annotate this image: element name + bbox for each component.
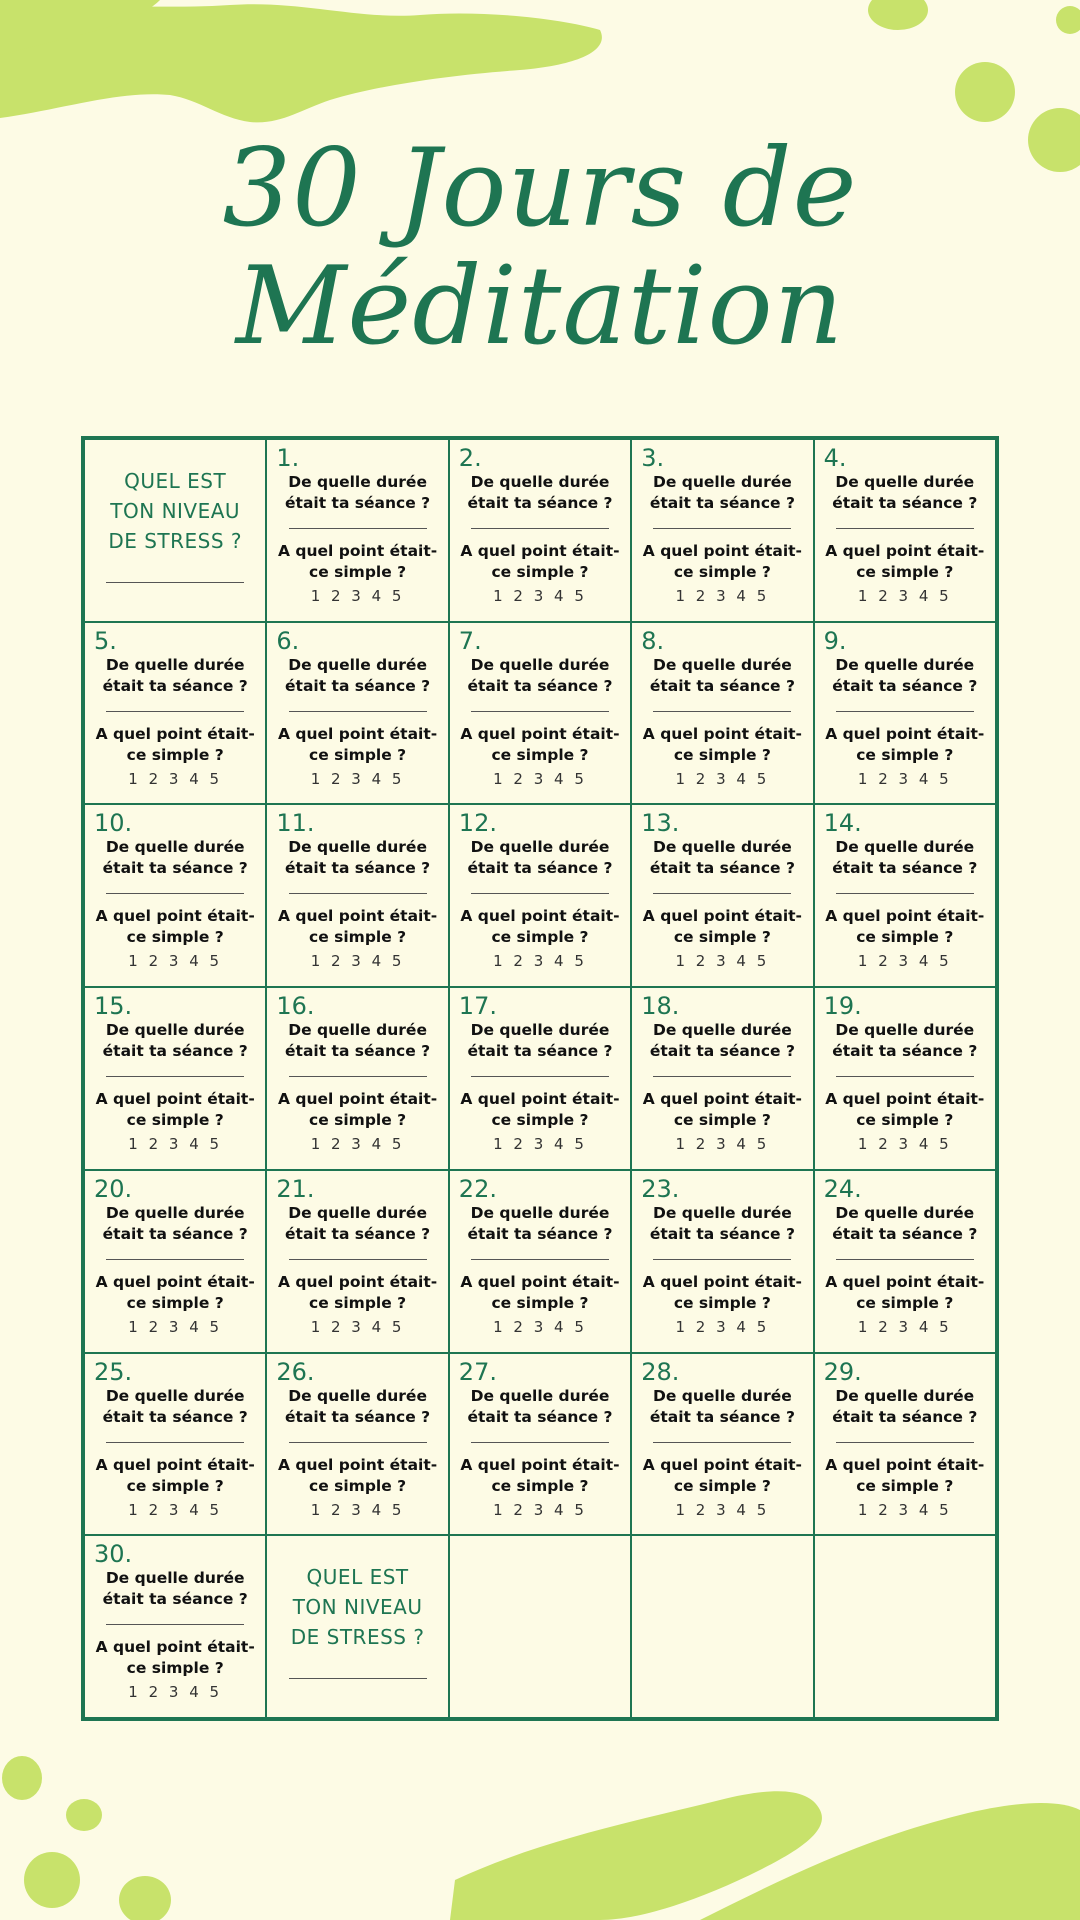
day-cell — [631, 987, 813, 1170]
day-number: 12. — [458, 809, 497, 838]
answer-line[interactable] — [106, 1624, 244, 1625]
answer-line[interactable] — [471, 893, 609, 894]
rating-scale[interactable]: 1 2 3 4 5 — [128, 1317, 223, 1336]
answer-line[interactable] — [653, 1442, 791, 1443]
answer-line[interactable] — [106, 1442, 244, 1443]
answer-line[interactable] — [653, 1076, 791, 1077]
question-simple: A quel point était-ce simple ? — [642, 542, 802, 581]
rating-scale[interactable]: 1 2 3 4 5 — [310, 952, 405, 971]
rating-scale[interactable]: 1 2 3 4 5 — [857, 1500, 952, 1519]
rating-scale[interactable]: 1 2 3 4 5 — [493, 1500, 587, 1519]
question-simple: A quel point était-ce simple ? — [642, 724, 802, 764]
rating-scale[interactable]: 1 2 3 4 5 — [857, 587, 952, 605]
question-duration: De quelle durée était ta séance ? — [102, 1021, 248, 1061]
day-number: 1. — [276, 444, 300, 472]
question-simple: A quel point était-ce simple ? — [460, 542, 620, 581]
day-cell — [814, 1170, 996, 1353]
rating-scale[interactable]: 1 2 3 4 5 — [310, 587, 405, 605]
day-cell — [84, 1535, 266, 1718]
day-number: 14. — [823, 809, 862, 838]
question-duration: De quelle durée était ta séance ? — [649, 1386, 795, 1426]
question-simple: A quel point était-ce simple ? — [278, 907, 438, 947]
meditation-tracker-grid — [81, 436, 999, 1721]
question-duration: De quelle durée était ta séance ? — [102, 1569, 248, 1609]
day-cell — [266, 804, 448, 987]
rating-scale[interactable]: 1 2 3 4 5 — [493, 952, 587, 971]
day-cell — [449, 987, 631, 1170]
answer-line[interactable] — [836, 1442, 974, 1443]
day-cell — [266, 439, 448, 622]
question-duration: De quelle durée était ta séance ? — [832, 1203, 978, 1243]
answer-line[interactable] — [471, 1076, 609, 1077]
question-duration: De quelle durée était ta séance ? — [285, 1021, 431, 1061]
rating-scale[interactable]: 1 2 3 4 5 — [128, 1135, 223, 1154]
page-title — [0, 126, 1080, 369]
answer-line[interactable] — [106, 711, 244, 712]
answer-line[interactable] — [106, 1259, 244, 1260]
rating-scale[interactable]: 1 2 3 4 5 — [675, 769, 770, 788]
question-duration: De quelle durée était ta séance ? — [102, 1386, 248, 1426]
question-duration: De quelle durée était ta séance ? — [832, 1386, 978, 1426]
rating-scale[interactable]: 1 2 3 4 5 — [675, 1135, 770, 1154]
day-number: 16. — [276, 992, 315, 1021]
question-simple: A quel point était-ce simple ? — [95, 1455, 255, 1495]
day-number: 28. — [641, 1357, 680, 1386]
answer-line[interactable] — [289, 1259, 427, 1260]
answer-line[interactable] — [289, 1442, 427, 1443]
rating-scale[interactable]: 1 2 3 4 5 — [493, 587, 587, 605]
rating-scale[interactable]: 1 2 3 4 5 — [857, 952, 952, 971]
answer-line[interactable] — [289, 711, 427, 712]
rating-scale[interactable]: 1 2 3 4 5 — [857, 1135, 952, 1154]
day-number: 6. — [276, 626, 300, 655]
day-number: 21. — [276, 1174, 315, 1203]
question-simple: A quel point était-ce simple ? — [460, 1272, 620, 1312]
question-duration: De quelle durée était ta séance ? — [649, 655, 795, 695]
day-cell — [631, 1353, 813, 1536]
question-simple: A quel point était-ce simple ? — [95, 1638, 255, 1678]
stress-label: QUEL EST TON NIVEAU DE STRESS ? — [108, 469, 243, 553]
day-cell — [814, 987, 996, 1170]
question-duration: De quelle durée était ta séance ? — [285, 655, 431, 695]
day-cell — [631, 439, 813, 622]
question-simple: A quel point était-ce simple ? — [825, 907, 985, 947]
rating-scale[interactable]: 1 2 3 4 5 — [128, 952, 223, 971]
question-duration: De quelle durée était ta séance ? — [467, 838, 613, 878]
answer-line[interactable] — [653, 528, 791, 529]
question-simple: A quel point était-ce simple ? — [642, 1272, 802, 1312]
question-duration: De quelle durée était ta séance ? — [467, 655, 613, 695]
question-simple: A quel point était-ce simple ? — [825, 1455, 985, 1495]
day-cell — [449, 804, 631, 987]
day-number: 23. — [641, 1174, 680, 1203]
answer-line[interactable] — [836, 893, 974, 894]
answer-line[interactable] — [471, 711, 609, 712]
answer-line[interactable] — [653, 1259, 791, 1260]
day-number: 3. — [641, 444, 665, 472]
stress-label: QUEL EST TON NIVEAU DE STRESS ? — [290, 1565, 425, 1650]
answer-line[interactable] — [471, 528, 609, 529]
answer-line[interactable] — [836, 711, 974, 712]
question-simple: A quel point était-ce simple ? — [825, 1090, 985, 1130]
day-cell — [84, 622, 266, 805]
answer-line[interactable] — [289, 528, 427, 529]
question-simple: A quel point était-ce simple ? — [825, 1272, 985, 1312]
answer-line[interactable] — [106, 893, 244, 894]
day-cell — [631, 622, 813, 805]
question-simple: A quel point était-ce simple ? — [460, 724, 620, 764]
rating-scale[interactable]: 1 2 3 4 5 — [675, 1500, 770, 1519]
question-duration: De quelle durée était ta séance ? — [649, 473, 795, 512]
question-simple: A quel point était-ce simple ? — [642, 907, 802, 947]
question-simple: A quel point était-ce simple ? — [642, 1455, 802, 1495]
question-duration: De quelle durée était ta séance ? — [102, 1203, 248, 1243]
day-number: 11. — [276, 809, 315, 838]
question-simple: A quel point était-ce simple ? — [95, 907, 255, 947]
rating-scale[interactable]: 1 2 3 4 5 — [493, 1135, 587, 1154]
question-duration: De quelle durée était ta séance ? — [285, 1386, 431, 1426]
question-duration: De quelle durée était ta séance ? — [285, 473, 431, 512]
answer-line[interactable] — [471, 1259, 609, 1260]
day-cell — [814, 439, 996, 622]
answer-line[interactable] — [106, 1076, 244, 1077]
day-number: 10. — [94, 809, 133, 838]
answer-line[interactable] — [289, 1678, 427, 1679]
day-cell — [631, 804, 813, 987]
stress-level-end — [266, 1535, 448, 1718]
question-simple: A quel point était-ce simple ? — [95, 724, 255, 764]
question-simple: A quel point était-ce simple ? — [460, 1455, 620, 1495]
rating-scale[interactable]: 1 2 3 4 5 — [675, 587, 770, 605]
day-number: 26. — [276, 1357, 315, 1386]
answer-line[interactable] — [471, 1442, 609, 1443]
day-cell — [814, 804, 996, 987]
day-cell — [266, 622, 448, 805]
rating-scale[interactable]: 1 2 3 4 5 — [310, 1135, 405, 1154]
rating-scale[interactable]: 1 2 3 4 5 — [857, 769, 952, 788]
title-line-2: Méditation — [235, 244, 845, 369]
answer-line[interactable] — [836, 1076, 974, 1077]
question-simple: A quel point était-ce simple ? — [460, 1090, 620, 1130]
question-duration: De quelle durée était ta séance ? — [467, 473, 613, 512]
day-number: 17. — [458, 992, 497, 1021]
day-cell — [84, 1353, 266, 1536]
empty-cell — [631, 1535, 813, 1718]
day-number: 22. — [458, 1174, 497, 1203]
question-simple: A quel point était-ce simple ? — [278, 1272, 438, 1312]
answer-line[interactable] — [653, 711, 791, 712]
rating-scale[interactable]: 1 2 3 4 5 — [128, 1500, 223, 1519]
empty-cell — [449, 1535, 631, 1718]
rating-scale[interactable]: 1 2 3 4 5 — [128, 1683, 223, 1702]
answer-line[interactable] — [106, 582, 244, 583]
day-number: 7. — [458, 626, 482, 655]
question-simple: A quel point était-ce simple ? — [95, 1090, 255, 1130]
day-cell — [266, 1353, 448, 1536]
answer-line[interactable] — [289, 1076, 427, 1077]
empty-cell — [814, 1535, 996, 1718]
question-duration: De quelle durée était ta séance ? — [467, 1021, 613, 1061]
day-cell — [631, 1170, 813, 1353]
question-duration: De quelle durée était ta séance ? — [649, 1021, 795, 1061]
question-duration: De quelle durée était ta séance ? — [102, 655, 248, 695]
question-duration: De quelle durée était ta séance ? — [649, 1203, 795, 1243]
day-cell — [449, 622, 631, 805]
question-simple: A quel point était-ce simple ? — [642, 1090, 802, 1130]
answer-line[interactable] — [836, 528, 974, 529]
day-cell — [266, 987, 448, 1170]
day-cell — [84, 1170, 266, 1353]
question-simple: A quel point était-ce simple ? — [825, 724, 985, 764]
day-number: 2. — [458, 444, 482, 472]
question-simple: A quel point était-ce simple ? — [95, 1272, 255, 1312]
question-duration: De quelle durée était ta séance ? — [649, 838, 795, 878]
question-duration: De quelle durée était ta séance ? — [832, 655, 978, 695]
rating-scale[interactable]: 1 2 3 4 5 — [128, 769, 223, 788]
question-duration: De quelle durée était ta séance ? — [832, 838, 978, 878]
day-cell — [266, 1170, 448, 1353]
day-number: 9. — [823, 626, 847, 655]
question-simple: A quel point était-ce simple ? — [278, 542, 438, 581]
rating-scale[interactable]: 1 2 3 4 5 — [310, 1317, 405, 1336]
day-cell — [814, 1353, 996, 1536]
day-number: 19. — [823, 992, 862, 1021]
question-simple: A quel point était-ce simple ? — [278, 1455, 438, 1495]
question-simple: A quel point était-ce simple ? — [278, 724, 438, 764]
day-cell — [449, 439, 631, 622]
question-duration: De quelle durée était ta séance ? — [832, 473, 978, 512]
rating-scale[interactable]: 1 2 3 4 5 — [310, 769, 405, 788]
question-duration: De quelle durée était ta séance ? — [467, 1386, 613, 1426]
rating-scale[interactable]: 1 2 3 4 5 — [310, 1500, 405, 1519]
rating-scale[interactable]: 1 2 3 4 5 — [493, 1317, 587, 1336]
day-cell — [84, 804, 266, 987]
rating-scale[interactable]: 1 2 3 4 5 — [675, 952, 770, 971]
rating-scale[interactable]: 1 2 3 4 5 — [675, 1317, 770, 1336]
rating-scale[interactable]: 1 2 3 4 5 — [493, 769, 587, 788]
day-cell — [449, 1170, 631, 1353]
day-number: 15. — [94, 992, 133, 1021]
day-number: 5. — [94, 626, 117, 655]
question-simple: A quel point était-ce simple ? — [460, 907, 620, 947]
day-number: 29. — [823, 1357, 862, 1386]
day-cell — [449, 1353, 631, 1536]
question-duration: De quelle durée était ta séance ? — [102, 838, 248, 878]
stress-level-start — [84, 439, 266, 622]
question-duration: De quelle durée était ta séance ? — [467, 1203, 613, 1243]
day-number: 30. — [94, 1540, 133, 1569]
day-number: 18. — [641, 992, 680, 1021]
answer-line[interactable] — [836, 1259, 974, 1260]
day-number: 20. — [94, 1174, 133, 1203]
answer-line[interactable] — [653, 893, 791, 894]
rating-scale[interactable]: 1 2 3 4 5 — [857, 1317, 952, 1336]
question-simple: A quel point était-ce simple ? — [825, 542, 985, 581]
day-number: 4. — [823, 444, 847, 472]
question-duration: De quelle durée était ta séance ? — [285, 838, 431, 878]
title-line-1: 30 Jours de — [222, 126, 858, 251]
day-number: 25. — [94, 1357, 133, 1386]
day-number: 24. — [823, 1174, 862, 1203]
day-number: 27. — [458, 1357, 497, 1386]
question-duration: De quelle durée était ta séance ? — [832, 1021, 978, 1061]
question-duration: De quelle durée était ta séance ? — [285, 1203, 431, 1243]
day-number: 13. — [641, 809, 680, 838]
day-number: 8. — [641, 626, 665, 655]
question-simple: A quel point était-ce simple ? — [278, 1090, 438, 1130]
day-cell — [814, 622, 996, 805]
answer-line[interactable] — [289, 893, 427, 894]
day-cell — [84, 987, 266, 1170]
